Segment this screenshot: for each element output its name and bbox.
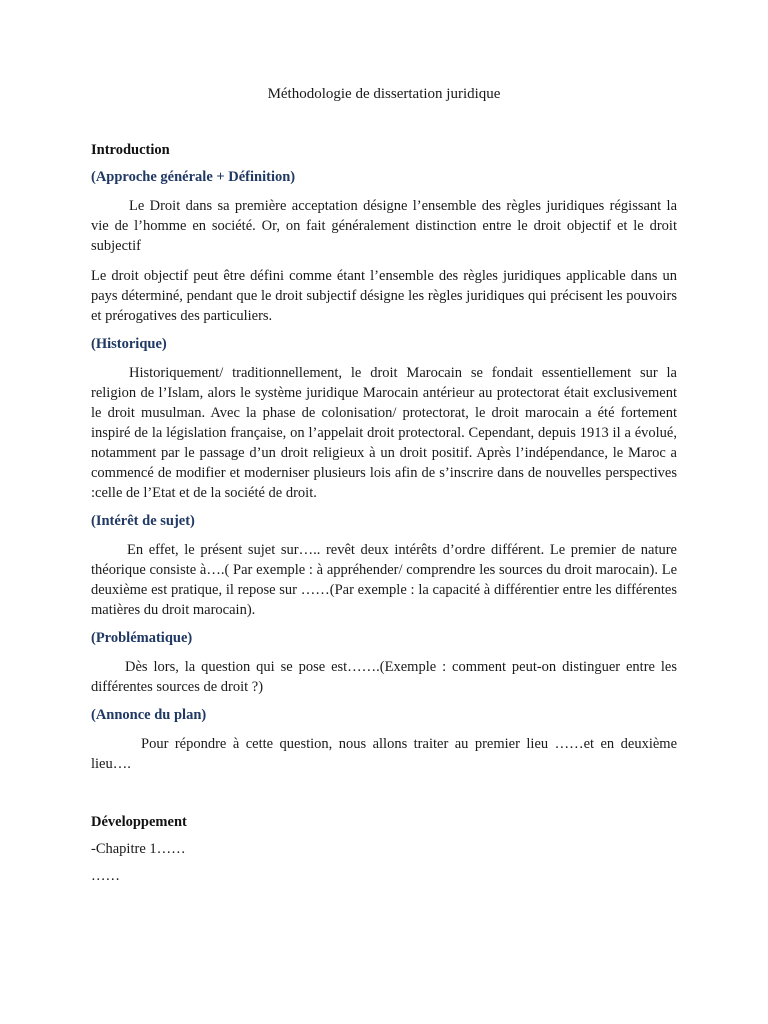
section-heading-problematique: (Problématique) [91, 630, 193, 646]
paragraph-problematique: Dès lors, la question qui se pose est…….(Exemple : comment peut-on distinguer entre les différentes sources de droit ?) [91, 659, 677, 695]
paragraph-historique: Historiquement/ traditionnellement, le droit Marocain se fondait essentiellement sur la religion de l’Islam, alors le système juridique Marocain antérieur au protectorat était exclusivement le droit musulman. Avec la phase de colonisation/ protectorat, le droit marocain a été fortement inspiré de la législation française, on l’appelait droit protectoral. Cependant, depuis 1913 il a évolué, notamment par le passage d’un droit religieux à un droit positif. Après l’indépendance, le Maroc a commencé de modifier et moderniser plusieurs lois afin de s’inscrire dans de nouvelles perspectives :celle de l’Etat et de la société de droit. [91, 365, 677, 501]
development-heading: Développement [91, 814, 187, 830]
section-heading-annonce-plan: (Annonce du plan) [91, 707, 207, 723]
chapter-line: -Chapitre 1…… [91, 841, 186, 857]
ellipsis-line: …… [91, 868, 120, 884]
paragraph-annonce-plan: Pour répondre à cette question, nous allons traiter au premier lieu ……et en deuxième lieu…. [91, 736, 677, 772]
section-heading-historique: (Historique) [91, 336, 167, 352]
paragraph-interet: En effet, le présent sujet sur….. revêt deux intérêts d’ordre différent. Le premier de nature théorique consiste à….( Par exemple : à appréhender/ comprendre les sources du droit marocain). Le deuxième est pratique, il repose sur ……(Par exemple : la capacité à différentier entre les différentes matières du droit marocain). [91, 542, 677, 618]
paragraph-definition-droit: Le Droit dans sa première acceptation désigne l’ensemble des règles juridiques régissant la vie de l’homme en société. Or, on fait généralement distinction entre le droit objectif et le droit subjectif [91, 198, 677, 254]
document-title: Méthodologie de dissertation juridique [267, 86, 501, 102]
spacer [91, 784, 677, 814]
section-heading-interet: (Intérêt de sujet) [91, 513, 195, 529]
paragraph-droit-objectif: Le droit objectif peut être défini comme étant l’ensemble des règles juridiques applicable dans un pays déterminé, pendant que le droit subjectif désigne les règles juridiques qui précisent les pouvoirs et prérogatives des particuliers. [91, 268, 677, 324]
section-heading-approche: (Approche générale + Définition) [91, 169, 296, 185]
introduction-heading: Introduction [91, 142, 170, 158]
